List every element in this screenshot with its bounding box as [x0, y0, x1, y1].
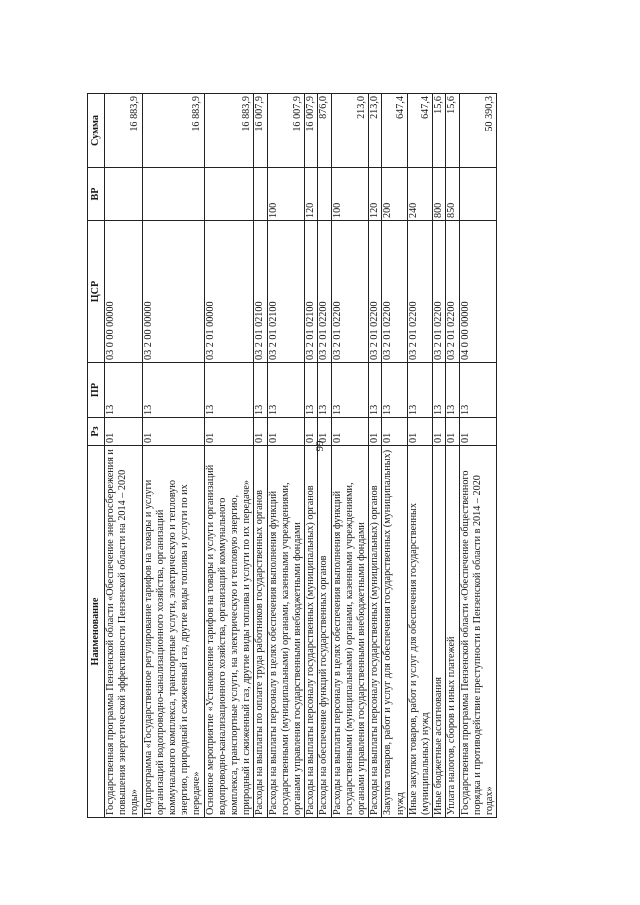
row-vr: [142, 168, 204, 221]
row-sum: 16 007,9: [254, 94, 267, 168]
table-row: [382, 94, 407, 818]
row-name: Закупка товаров, работ и услуг для обеспечения государственных (муниципальных) нужд: [382, 446, 407, 818]
row-name: Государственная программа Пензенской области «Обеспечение общественного порядка и противодействие преступности в Пензенской области в 2014 – 2020 годах»: [459, 446, 497, 818]
row-rz: 01: [305, 418, 318, 446]
table-row: [254, 94, 267, 818]
row-csr: 03 2 01 02200: [433, 221, 446, 363]
row-sum: 16 007,9: [305, 94, 318, 168]
table-row: [142, 94, 204, 818]
row-name: Подпрограмма «Государственное регулирование тарифов на товары и услуги организаций водопроводно-канализационного хозяйства, организаций коммунального комплекса, транспортные услуги, электрическую и тепловую энергию, природный и сжиженный газ, другие виды топлива и услуги по их передаче»: [142, 446, 204, 818]
table-body: [105, 94, 497, 818]
row-vr: [105, 168, 143, 221]
row-pr: 13: [105, 363, 143, 418]
row-csr: 03 2 01 02100: [254, 221, 267, 363]
row-rz: 01: [459, 418, 497, 446]
row-pr: 13: [204, 363, 254, 418]
header-row: [88, 94, 105, 818]
row-csr: 03 2 01 02100: [305, 221, 318, 363]
row-pr: 13: [382, 363, 407, 418]
row-name: Расходы на выплаты по оплате труда работников государственных органов: [254, 446, 267, 818]
row-sum: 213,0: [331, 94, 369, 168]
row-pr: 13: [318, 363, 331, 418]
row-vr: [254, 168, 267, 221]
row-rz: 01: [369, 418, 382, 446]
row-pr: 13: [142, 363, 204, 418]
row-name: Основное мероприятие «Установление тарифов на товары и услуги организаций водопроводно-канализационного хозяйства, организаций коммунального комплекса, транспортные услуги, на электрическую и тепловую энергию, природный и сжиженный газ, другие виды топлива и услуги по их передаче»: [204, 446, 254, 818]
row-vr: [459, 168, 497, 221]
row-sum: 647,4: [382, 94, 407, 168]
row-csr: 04 0 00 00000: [459, 221, 497, 363]
row-pr: 13: [267, 363, 305, 418]
row-rz: 01: [318, 418, 331, 446]
row-rz: 01: [142, 418, 204, 446]
row-rz: 01: [433, 418, 446, 446]
header-vr: ВР: [88, 168, 105, 221]
row-sum: 876,0: [318, 94, 331, 168]
row-rz: 01: [382, 418, 407, 446]
row-sum: 16 007,9: [267, 94, 305, 168]
row-pr: 13: [433, 363, 446, 418]
row-vr: 120: [369, 168, 382, 221]
row-sum: 15,6: [446, 94, 459, 168]
row-vr: 120: [305, 168, 318, 221]
row-csr: 03 2 01 02200: [331, 221, 369, 363]
table-row: [204, 94, 254, 818]
row-name: Расходы на выплаты персоналу государственных (муниципальных) органов: [305, 446, 318, 818]
row-sum: 647,4: [407, 94, 432, 168]
row-csr: 03 2 01 02100: [267, 221, 305, 363]
table-row: [105, 94, 143, 818]
row-name: Государственная программа Пензенской области «Обеспечение энергосбережения и повышения энергетической эффективности Пензенской области на 2014 – 2020 годы»: [105, 446, 143, 818]
row-pr: 13: [331, 363, 369, 418]
row-sum: 16 883,9: [204, 94, 254, 168]
table-row: [459, 94, 497, 818]
row-vr: 100: [331, 168, 369, 221]
row-name: Иные бюджетные ассигнования: [433, 446, 446, 818]
row-csr: 03 2 01 00000: [204, 221, 254, 363]
table-row: [369, 94, 382, 818]
row-sum: 16 883,9: [142, 94, 204, 168]
budget-table: [87, 93, 497, 818]
row-vr: 200: [382, 168, 407, 221]
header-csr: ЦСР: [88, 221, 105, 363]
header-sum: Сумма: [88, 94, 105, 168]
table-row: [318, 94, 331, 818]
row-name: Расходы на выплаты персоналу в целях обеспечения выполнения функций государственными (муниципальными) органами, казенными учреждениями, органами управления государственными внебюджетными фондами: [267, 446, 305, 818]
table-row: [305, 94, 318, 818]
row-name: Расходы на обеспечение функций государственных органов: [318, 446, 331, 818]
header-rz: Рз: [88, 418, 105, 446]
row-pr: 13: [254, 363, 267, 418]
rotated-page-content: [87, 94, 566, 818]
row-csr: 03 2 01 02200: [382, 221, 407, 363]
row-name: Расходы на выплаты персоналу в целях обеспечения выполнения функций государственными (муниципальными) органами, казенными учреждениями, органами управления государственными внебюджетными фондами: [331, 446, 369, 818]
row-name: Иные закупки товаров, работ и услуг для обеспечения государственных (муниципальных) нужд: [407, 446, 432, 818]
row-pr: 13: [407, 363, 432, 418]
row-vr: 240: [407, 168, 432, 221]
row-rz: 01: [254, 418, 267, 446]
row-csr: 03 2 01 02200: [407, 221, 432, 363]
row-csr: 03 2 01 02200: [369, 221, 382, 363]
row-sum: 15,6: [433, 94, 446, 168]
page-number: 99: [314, 440, 326, 452]
row-vr: 800: [433, 168, 446, 221]
row-name: Уплата налогов, сборов и иных платежей: [446, 446, 459, 818]
row-vr: [318, 168, 331, 221]
row-rz: 01: [446, 418, 459, 446]
row-rz: 01: [267, 418, 305, 446]
table-row: [446, 94, 459, 818]
row-rz: 01: [331, 418, 369, 446]
row-pr: 13: [369, 363, 382, 418]
row-rz: 01: [204, 418, 254, 446]
row-csr: 03 0 00 00000: [105, 221, 143, 363]
row-pr: 13: [459, 363, 497, 418]
row-pr: 13: [446, 363, 459, 418]
row-rz: 01: [407, 418, 432, 446]
header-name: Наименование: [88, 446, 105, 818]
row-vr: 100: [267, 168, 305, 221]
header-pr: ПР: [88, 363, 105, 418]
table-header: [88, 94, 105, 818]
row-csr: 03 2 01 02200: [318, 221, 331, 363]
table-row: [331, 94, 369, 818]
row-pr: 13: [305, 363, 318, 418]
row-vr: 850: [446, 168, 459, 221]
row-csr: 03 2 00 00000: [142, 221, 204, 363]
table-row: [407, 94, 432, 818]
row-name: Расходы на выплаты персоналу государственных (муниципальных) органов: [369, 446, 382, 818]
row-sum: 50 390,3: [459, 94, 497, 168]
row-sum: 16 883,9: [105, 94, 143, 168]
table-row: [267, 94, 305, 818]
row-vr: [204, 168, 254, 221]
table-row: [433, 94, 446, 818]
row-sum: 213,0: [369, 94, 382, 168]
row-rz: 01: [105, 418, 143, 446]
row-csr: 03 2 01 02200: [446, 221, 459, 363]
